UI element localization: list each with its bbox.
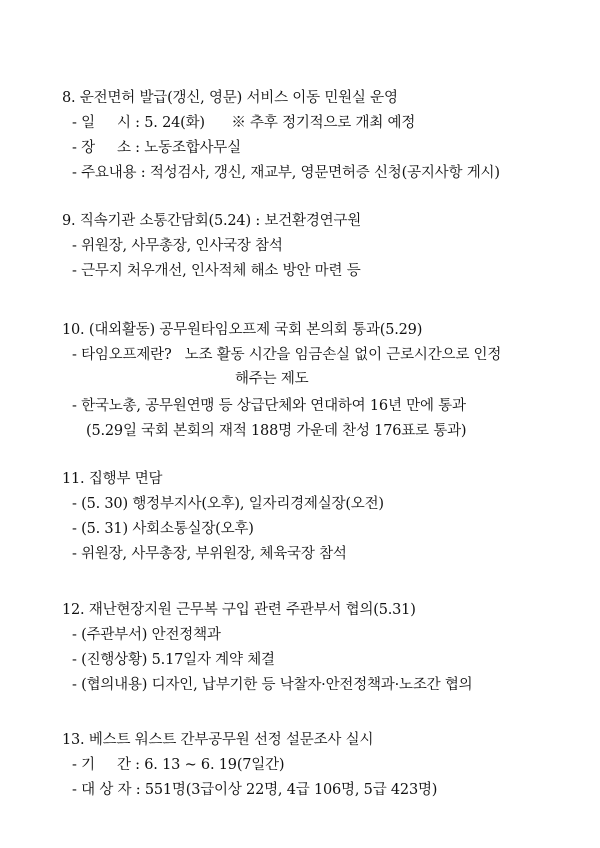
section-10-line-1: - 타임오프제란? 노조 활동 시간을 임금손실 없이 근로시간으로 인정 [72,347,502,363]
section-13-line-2: - 대 상 자 : 551명(3급이상 22명, 4급 106명, 5급 423명) [72,782,438,798]
section-13-line-1: - 기 간 : 6. 13 ~ 6. 19(7일간) [72,757,285,773]
section-10-line-1-continued: 해주는 제도 [235,371,309,387]
section-9-heading: 9. 직속기관 소통간담회(5.24) : 보건환경연구원 [62,213,362,229]
section-11-line-2: - (5. 31) 사회소통실장(오후) [72,521,254,537]
section-8-line-1: - 일 시 : 5. 24(화) ※ 추후 정기적으로 개최 예정 [72,115,416,131]
section-12-line-3: - (협의내용) 디자인, 납부기한 등 낙찰자·안전정책과·노조간 협의 [72,677,473,693]
section-8-heading: 8. 운전면허 발급(갱신, 영문) 서비스 이동 민원실 운영 [62,90,398,106]
section-9-line-2: - 근무지 처우개선, 인사적체 해소 방안 마련 등 [72,263,361,279]
section-11-line-1: - (5. 30) 행정부지사(오후), 일자리경제실장(오전) [72,496,384,512]
section-12-line-2: - (진행상황) 5.17일자 계약 체결 [72,652,275,668]
section-10-line-2-continued: (5.29일 국회 본회의 재적 188명 가운데 찬성 176표로 통과) [86,423,467,439]
section-11-heading: 11. 집행부 면담 [62,471,163,487]
section-12-heading: 12. 재난현장지원 근무복 구입 관련 주관부서 협의(5.31) [62,602,416,618]
section-11-line-3: - 위원장, 사무총장, 부위원장, 체육국장 참석 [72,546,347,562]
section-10-heading: 10. (대외활동) 공무원타임오프제 국회 본의회 통과(5.29) [62,322,423,338]
section-8-line-2: - 장 소 : 노동조합사무실 [72,140,241,156]
section-13-heading: 13. 베스트 워스트 간부공무원 선정 설문조사 실시 [62,732,374,748]
section-8-line-3: - 주요내용 : 적성검사, 갱신, 재교부, 영문면허증 신청(공지사항 게시) [72,165,500,181]
section-9-line-1: - 위원장, 사무총장, 인사국장 참석 [72,238,283,254]
section-12-line-1: - (주관부서) 안전정책과 [72,627,221,643]
section-10-line-2: - 한국노총, 공무원연맹 등 상급단체와 연대하여 16년 만에 통과 [72,398,466,414]
